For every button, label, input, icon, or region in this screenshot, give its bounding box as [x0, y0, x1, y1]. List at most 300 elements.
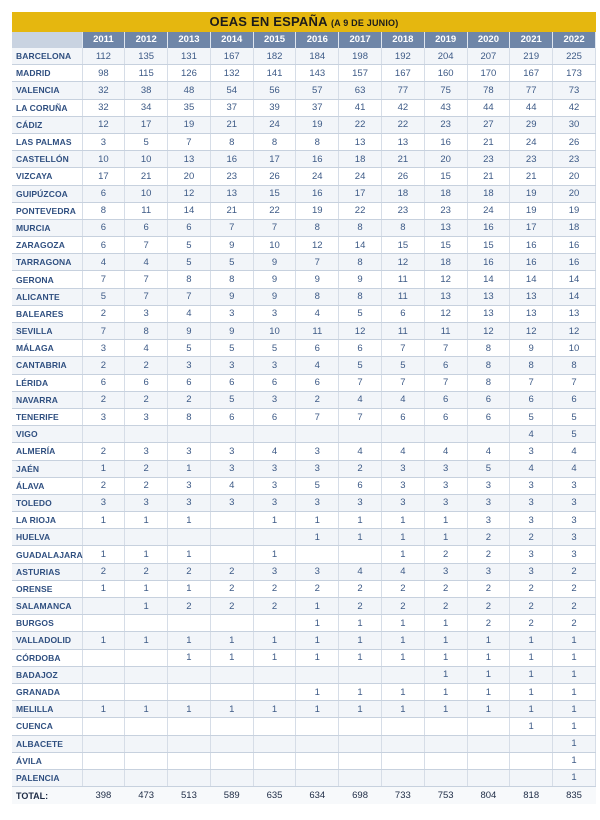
value-cell: 9: [168, 323, 211, 340]
value-cell: 12: [381, 254, 424, 271]
city-name: BARCELONA: [12, 48, 82, 65]
value-cell: 1: [467, 632, 510, 649]
value-cell: 1: [253, 632, 296, 649]
value-cell: 4: [381, 391, 424, 408]
value-cell: [168, 666, 211, 683]
value-cell: 1: [82, 512, 125, 529]
table-row: [12, 735, 596, 752]
value-cell: 12: [424, 271, 467, 288]
value-cell: 13: [210, 185, 253, 202]
city-name: CÁDIZ: [12, 116, 82, 133]
value-cell: 6: [82, 374, 125, 391]
value-cell: 98: [82, 65, 125, 82]
value-cell: 3: [510, 494, 553, 511]
oeas-table-figure: [12, 12, 596, 804]
value-cell: 1: [210, 632, 253, 649]
value-cell: 56: [253, 82, 296, 99]
value-cell: 7: [125, 288, 168, 305]
value-cell: 3: [467, 563, 510, 580]
value-cell: [467, 426, 510, 443]
value-cell: 6: [82, 219, 125, 236]
value-cell: 8: [210, 133, 253, 150]
value-cell: 6: [381, 408, 424, 425]
value-cell: 2: [467, 546, 510, 563]
value-cell: 2: [467, 580, 510, 597]
value-cell: 8: [339, 288, 382, 305]
value-cell: 1: [553, 649, 596, 666]
value-cell: 15: [467, 237, 510, 254]
value-cell: 19: [168, 116, 211, 133]
value-cell: 17: [82, 168, 125, 185]
value-cell: 57: [296, 82, 339, 99]
city-name: GUADALAJARA: [12, 546, 82, 563]
value-cell: 1: [168, 701, 211, 718]
value-cell: 3: [510, 477, 553, 494]
table-row: [12, 288, 596, 305]
value-cell: [296, 426, 339, 443]
value-cell: 1: [125, 598, 168, 615]
value-cell: [253, 426, 296, 443]
table-row: [12, 460, 596, 477]
city-name: ALMERÍA: [12, 443, 82, 460]
value-cell: [210, 735, 253, 752]
value-cell: 1: [553, 701, 596, 718]
value-cell: [253, 718, 296, 735]
value-cell: 20: [424, 151, 467, 168]
value-cell: 3: [253, 477, 296, 494]
value-cell: 1: [210, 649, 253, 666]
year-header-2015: 2015: [253, 32, 296, 48]
value-cell: [82, 683, 125, 700]
value-cell: 1: [296, 512, 339, 529]
value-cell: 20: [168, 168, 211, 185]
value-cell: 29: [510, 116, 553, 133]
value-cell: 22: [253, 202, 296, 219]
table-row: [12, 649, 596, 666]
value-cell: 6: [381, 305, 424, 322]
value-cell: 6: [125, 219, 168, 236]
value-cell: 1: [424, 632, 467, 649]
value-cell: 75: [424, 82, 467, 99]
value-cell: 5: [553, 426, 596, 443]
value-cell: [253, 615, 296, 632]
value-cell: 126: [168, 65, 211, 82]
value-cell: 1: [210, 701, 253, 718]
value-cell: [82, 426, 125, 443]
value-cell: 5: [168, 254, 211, 271]
value-cell: 3: [168, 357, 211, 374]
total-value: 818: [510, 787, 553, 805]
value-cell: 7: [510, 374, 553, 391]
table-row: [12, 683, 596, 700]
total-row: [12, 787, 596, 805]
value-cell: 24: [467, 202, 510, 219]
value-cell: 23: [467, 151, 510, 168]
value-cell: 1: [296, 615, 339, 632]
value-cell: 2: [82, 305, 125, 322]
value-cell: 38: [125, 82, 168, 99]
city-name: ORENSE: [12, 580, 82, 597]
value-cell: 1: [381, 512, 424, 529]
value-cell: [210, 666, 253, 683]
value-cell: 19: [296, 202, 339, 219]
value-cell: 12: [553, 323, 596, 340]
value-cell: 1: [381, 649, 424, 666]
value-cell: 5: [553, 408, 596, 425]
value-cell: 141: [253, 65, 296, 82]
total-value: 698: [339, 787, 382, 805]
value-cell: 4: [339, 563, 382, 580]
value-cell: 1: [125, 580, 168, 597]
value-cell: [82, 735, 125, 752]
value-cell: 2: [339, 580, 382, 597]
value-cell: 1: [467, 649, 510, 666]
value-cell: [381, 666, 424, 683]
value-cell: 115: [125, 65, 168, 82]
value-cell: 8: [510, 357, 553, 374]
value-cell: 8: [168, 408, 211, 425]
value-cell: [210, 718, 253, 735]
value-cell: 2: [510, 615, 553, 632]
city-name: TENERIFE: [12, 408, 82, 425]
value-cell: 8: [296, 288, 339, 305]
table-row: [12, 391, 596, 408]
value-cell: 19: [553, 202, 596, 219]
value-cell: 21: [210, 202, 253, 219]
value-cell: 1: [510, 718, 553, 735]
city-name: VIZCAYA: [12, 168, 82, 185]
city-name: MURCIA: [12, 219, 82, 236]
value-cell: 1: [339, 615, 382, 632]
table-row: [12, 374, 596, 391]
value-cell: [82, 615, 125, 632]
value-cell: 30: [553, 116, 596, 133]
value-cell: [210, 512, 253, 529]
value-cell: 3: [424, 494, 467, 511]
value-cell: 77: [510, 82, 553, 99]
value-cell: 4: [125, 254, 168, 271]
value-cell: 1: [553, 666, 596, 683]
value-cell: 39: [253, 99, 296, 116]
value-cell: 1: [381, 632, 424, 649]
value-cell: 112: [82, 48, 125, 65]
header-row: [12, 32, 596, 48]
value-cell: 1: [82, 632, 125, 649]
value-cell: 54: [210, 82, 253, 99]
value-cell: 5: [339, 357, 382, 374]
value-cell: 3: [168, 477, 211, 494]
table-row: [12, 254, 596, 271]
value-cell: 3: [467, 477, 510, 494]
value-cell: 1: [339, 649, 382, 666]
value-cell: [296, 735, 339, 752]
value-cell: 1: [339, 529, 382, 546]
value-cell: [510, 752, 553, 769]
city-name: GERONA: [12, 271, 82, 288]
value-cell: 219: [510, 48, 553, 65]
value-cell: [381, 752, 424, 769]
value-cell: 4: [296, 305, 339, 322]
year-header-2012: 2012: [125, 32, 168, 48]
value-cell: 4: [510, 460, 553, 477]
value-cell: 8: [210, 271, 253, 288]
value-cell: 5: [253, 340, 296, 357]
value-cell: 4: [553, 460, 596, 477]
value-cell: 1: [82, 546, 125, 563]
value-cell: 10: [253, 237, 296, 254]
value-cell: 16: [296, 185, 339, 202]
value-cell: 10: [553, 340, 596, 357]
value-cell: 16: [467, 254, 510, 271]
value-cell: 16: [553, 254, 596, 271]
value-cell: 1: [168, 580, 211, 597]
value-cell: 22: [339, 202, 382, 219]
value-cell: 26: [381, 168, 424, 185]
value-cell: 7: [424, 374, 467, 391]
value-cell: 2: [82, 357, 125, 374]
value-cell: 9: [210, 288, 253, 305]
value-cell: 1: [82, 580, 125, 597]
value-cell: 23: [424, 202, 467, 219]
value-cell: [424, 752, 467, 769]
value-cell: [467, 769, 510, 786]
value-cell: 5: [339, 305, 382, 322]
value-cell: 1: [296, 598, 339, 615]
value-cell: 20: [553, 168, 596, 185]
value-cell: [339, 752, 382, 769]
value-cell: 17: [510, 219, 553, 236]
value-cell: 3: [253, 563, 296, 580]
table-row: [12, 185, 596, 202]
value-cell: 9: [253, 288, 296, 305]
city-name: PONTEVEDRA: [12, 202, 82, 219]
value-cell: 4: [424, 443, 467, 460]
value-cell: 4: [553, 443, 596, 460]
value-cell: 37: [296, 99, 339, 116]
total-value: 753: [424, 787, 467, 805]
value-cell: 7: [253, 219, 296, 236]
value-cell: 3: [339, 494, 382, 511]
value-cell: [339, 735, 382, 752]
value-cell: 8: [467, 374, 510, 391]
value-cell: 10: [125, 185, 168, 202]
value-cell: 63: [339, 82, 382, 99]
table-row: [12, 151, 596, 168]
value-cell: 19: [510, 202, 553, 219]
value-cell: 2: [125, 477, 168, 494]
value-cell: [210, 752, 253, 769]
value-cell: 3: [125, 408, 168, 425]
table-row: [12, 65, 596, 82]
value-cell: 9: [510, 340, 553, 357]
value-cell: [339, 546, 382, 563]
value-cell: 1: [424, 512, 467, 529]
city-name: GUIPÚZCOA: [12, 185, 82, 202]
value-cell: [296, 752, 339, 769]
value-cell: 16: [210, 151, 253, 168]
value-cell: 3: [381, 494, 424, 511]
value-cell: 21: [510, 168, 553, 185]
value-cell: 167: [381, 65, 424, 82]
year-header-2018: 2018: [381, 32, 424, 48]
value-cell: 9: [253, 254, 296, 271]
value-cell: 6: [424, 357, 467, 374]
value-cell: [82, 649, 125, 666]
value-cell: 1: [381, 546, 424, 563]
year-header-2019: 2019: [424, 32, 467, 48]
value-cell: 7: [339, 408, 382, 425]
value-cell: 3: [210, 443, 253, 460]
value-cell: 13: [424, 219, 467, 236]
value-cell: [168, 529, 211, 546]
value-cell: 1: [424, 649, 467, 666]
value-cell: 8: [467, 357, 510, 374]
value-cell: 2: [253, 598, 296, 615]
value-cell: 18: [467, 185, 510, 202]
city-name: HUELVA: [12, 529, 82, 546]
value-cell: 10: [82, 151, 125, 168]
value-cell: 7: [125, 237, 168, 254]
value-cell: 3: [125, 305, 168, 322]
value-cell: [253, 529, 296, 546]
value-cell: 11: [125, 202, 168, 219]
value-cell: 19: [296, 116, 339, 133]
value-cell: 18: [553, 219, 596, 236]
table-row: [12, 133, 596, 150]
value-cell: 1: [553, 718, 596, 735]
value-cell: 3: [553, 477, 596, 494]
value-cell: 5: [168, 237, 211, 254]
value-cell: 5: [296, 477, 339, 494]
oeas-table: [12, 32, 596, 804]
value-cell: 13: [510, 288, 553, 305]
value-cell: 131: [168, 48, 211, 65]
value-cell: 1: [510, 701, 553, 718]
value-cell: 43: [424, 99, 467, 116]
value-cell: 173: [553, 65, 596, 82]
value-cell: 3: [125, 494, 168, 511]
value-cell: [168, 769, 211, 786]
value-cell: 44: [510, 99, 553, 116]
value-cell: 1: [553, 632, 596, 649]
value-cell: 2: [467, 598, 510, 615]
table-header: [12, 32, 596, 48]
value-cell: 2: [510, 529, 553, 546]
value-cell: 3: [82, 133, 125, 150]
value-cell: 5: [381, 357, 424, 374]
value-cell: 24: [339, 168, 382, 185]
value-cell: [296, 718, 339, 735]
value-cell: 2: [168, 391, 211, 408]
value-cell: 22: [381, 116, 424, 133]
value-cell: 4: [467, 443, 510, 460]
total-value: 398: [82, 787, 125, 805]
value-cell: 2: [125, 563, 168, 580]
value-cell: 4: [125, 340, 168, 357]
value-cell: 184: [296, 48, 339, 65]
value-cell: 1: [296, 632, 339, 649]
value-cell: 1: [510, 632, 553, 649]
value-cell: [210, 615, 253, 632]
city-name: TARRAGONA: [12, 254, 82, 271]
value-cell: 1: [510, 649, 553, 666]
table-row: [12, 48, 596, 65]
value-cell: 3: [210, 357, 253, 374]
value-cell: 14: [553, 288, 596, 305]
value-cell: 13: [467, 305, 510, 322]
value-cell: 157: [339, 65, 382, 82]
city-name: CASTELLÓN: [12, 151, 82, 168]
value-cell: 17: [125, 116, 168, 133]
value-cell: 4: [82, 254, 125, 271]
value-cell: [253, 752, 296, 769]
value-cell: 3: [253, 305, 296, 322]
value-cell: 7: [168, 133, 211, 150]
value-cell: 2: [424, 546, 467, 563]
value-cell: [339, 718, 382, 735]
value-cell: 14: [510, 271, 553, 288]
value-cell: [125, 683, 168, 700]
value-cell: 16: [467, 219, 510, 236]
value-cell: 2: [424, 580, 467, 597]
value-cell: 2: [125, 460, 168, 477]
value-cell: 15: [424, 168, 467, 185]
value-cell: 12: [510, 323, 553, 340]
value-cell: 16: [553, 237, 596, 254]
value-cell: [296, 666, 339, 683]
value-cell: 1: [125, 546, 168, 563]
table-row: [12, 305, 596, 322]
value-cell: 1: [424, 615, 467, 632]
value-cell: 42: [553, 99, 596, 116]
value-cell: 1: [125, 512, 168, 529]
value-cell: 3: [210, 460, 253, 477]
value-cell: 10: [125, 151, 168, 168]
value-cell: 6: [553, 391, 596, 408]
value-cell: [424, 426, 467, 443]
value-cell: 73: [553, 82, 596, 99]
value-cell: 3: [467, 494, 510, 511]
value-cell: 6: [296, 340, 339, 357]
value-cell: [424, 735, 467, 752]
table-row: [12, 718, 596, 735]
value-cell: 4: [339, 443, 382, 460]
value-cell: 1: [553, 683, 596, 700]
value-cell: 12: [339, 323, 382, 340]
value-cell: 1: [296, 683, 339, 700]
city-name: VALLADOLID: [12, 632, 82, 649]
value-cell: 4: [381, 563, 424, 580]
value-cell: 13: [510, 305, 553, 322]
value-cell: 12: [82, 116, 125, 133]
value-cell: 8: [553, 357, 596, 374]
table-row: [12, 426, 596, 443]
year-header-2013: 2013: [168, 32, 211, 48]
value-cell: 5: [210, 340, 253, 357]
table-row: [12, 769, 596, 786]
value-cell: 16: [510, 254, 553, 271]
value-cell: 2: [125, 391, 168, 408]
value-cell: 6: [210, 408, 253, 425]
value-cell: 3: [424, 460, 467, 477]
value-cell: 13: [381, 133, 424, 150]
value-cell: 2: [168, 598, 211, 615]
value-cell: [510, 769, 553, 786]
value-cell: 3: [253, 357, 296, 374]
value-cell: 4: [210, 477, 253, 494]
value-cell: 8: [168, 271, 211, 288]
header-corner: [12, 32, 82, 48]
